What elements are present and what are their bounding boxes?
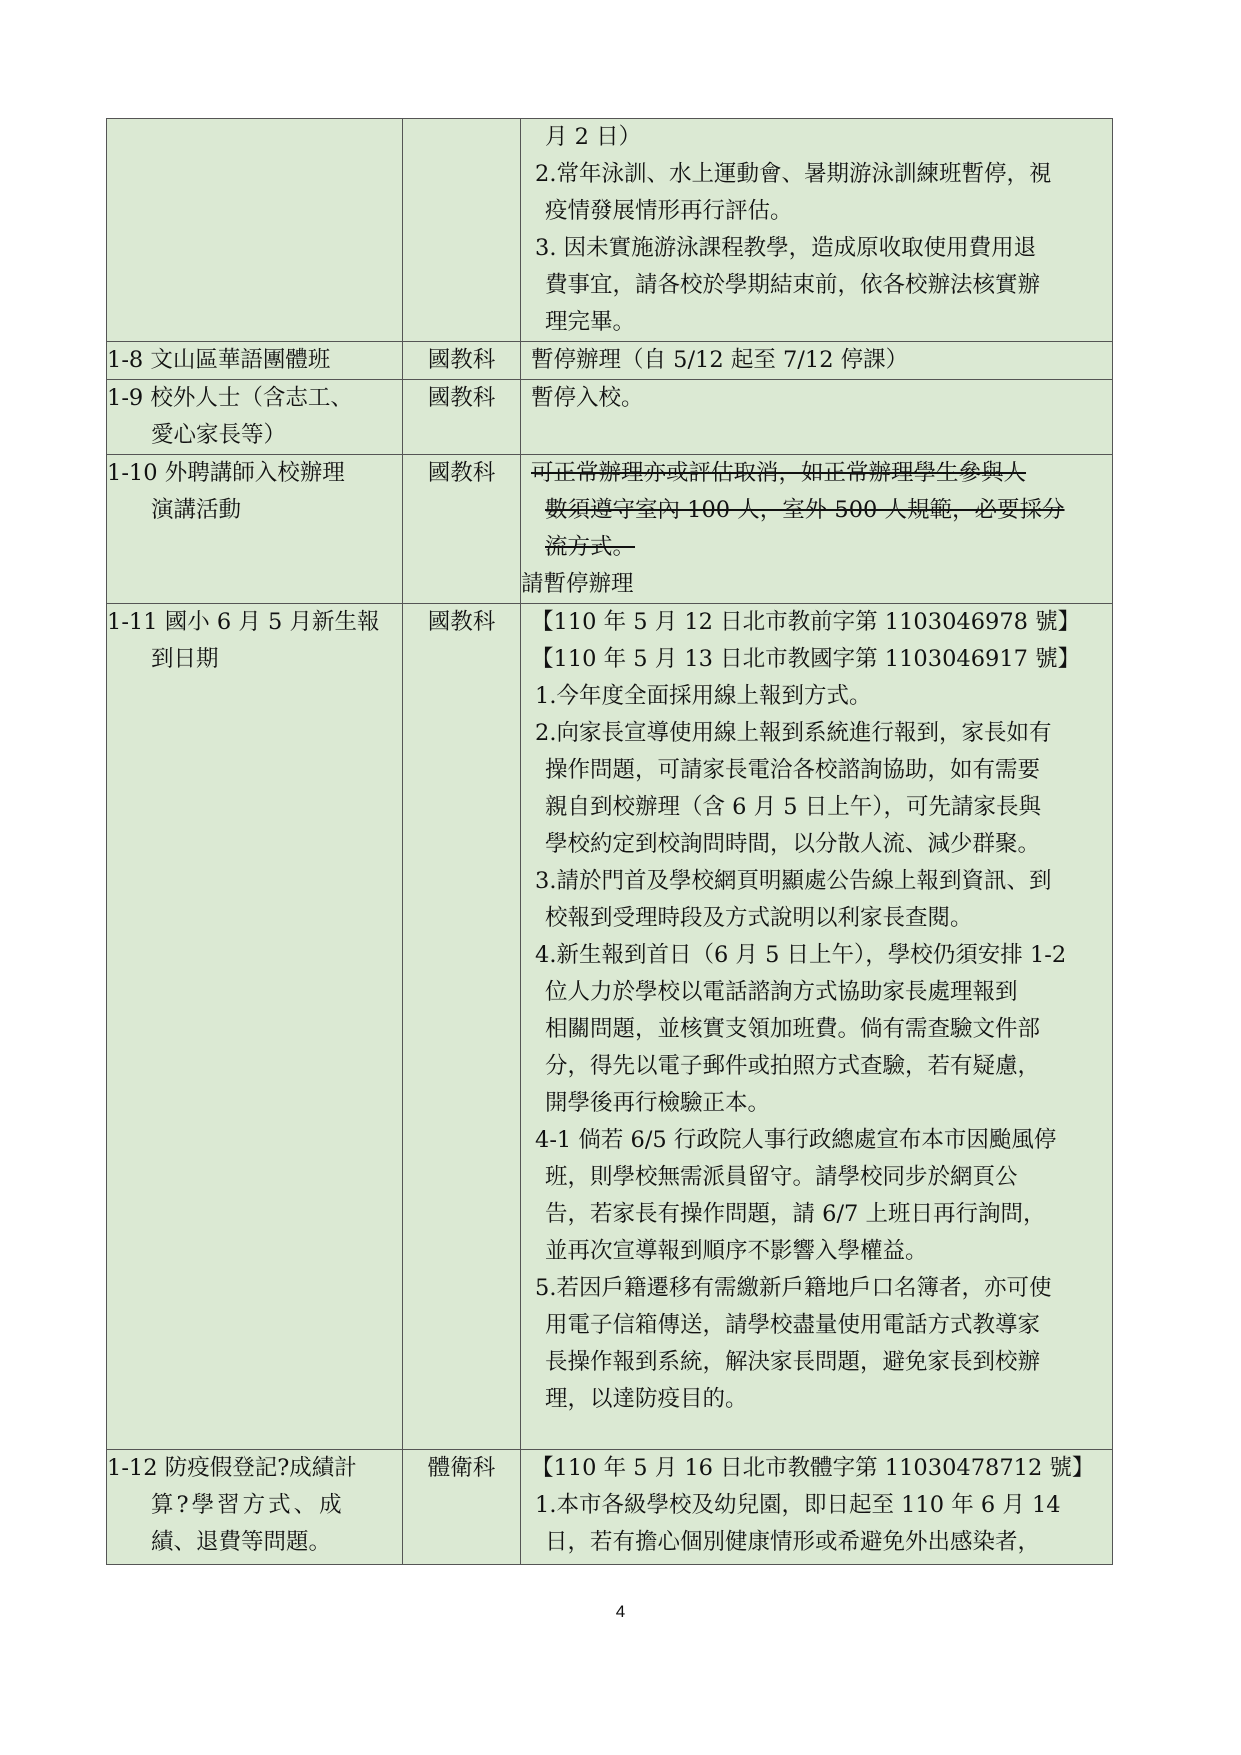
- content-line: 4.新生報到首日（6 月 5 日上午），學校仍須安排 1-2: [535, 942, 1067, 968]
- item-cell: [107, 119, 403, 342]
- dept-cell: [403, 119, 521, 342]
- item-label: 演講活動: [151, 497, 242, 523]
- content-line: 費事宜，請各校於學期結束前，依各校辦法核實辦: [545, 272, 1041, 298]
- content-line: 【110 年 5 月 13 日北市教國字第 1103046917 號】: [531, 646, 1081, 672]
- content-line: 用電子信箱傳送，請學校盡量使用電話方式教導家: [545, 1312, 1041, 1338]
- content-line: 位人力於學校以電話諮詢方式協助家長處理報到: [545, 979, 1018, 1005]
- document-table: [106, 118, 1113, 1565]
- content-line: 日，若有擔心個別健康情形或希避免外出感染者，: [545, 1529, 1041, 1555]
- item-label: 績、退費等問題。: [151, 1529, 332, 1555]
- item-cell: [107, 342, 403, 380]
- content-line: 長操作報到系統，解決家長問題，避免家長到校辦: [545, 1349, 1041, 1375]
- item-cell: [107, 1450, 403, 1565]
- item-cell: [107, 604, 403, 1450]
- content-line: 月 2 日）: [545, 124, 642, 150]
- content-line: 5.若因戶籍遷移有需繳新戶籍地戶口名簿者，亦可使: [535, 1275, 1052, 1301]
- content-line: 1.本市各級學校及幼兒園，即日起至 110 年 6 月 14: [535, 1492, 1061, 1518]
- content-line: 分，得先以電子郵件或拍照方式查驗，若有疑慮，: [545, 1053, 1041, 1079]
- content-line: 【110 年 5 月 12 日北市教前字第 1103046978 號】: [531, 609, 1081, 635]
- item-label: 到日期: [151, 646, 219, 672]
- table-row: [107, 119, 1113, 342]
- dept-cell: 國教科: [403, 342, 521, 380]
- content-line: 【110 年 5 月 16 日北市教體字第 11030478712 號】: [531, 1455, 1095, 1481]
- table-row: [107, 342, 1113, 380]
- content-line: 學校約定到校詢問時間，以分散人流、減少群聚。: [545, 831, 1041, 857]
- dept-cell: 國教科: [403, 604, 521, 1450]
- content-cell: [521, 604, 1113, 1450]
- struck-line: 數須遵守室內 100 人，室外 500 人規範，必要採分: [545, 497, 1065, 523]
- item-label: 1-9 校外人士（含志工、: [107, 385, 353, 411]
- dept-cell: 體衛科: [403, 1450, 521, 1565]
- content-line: 校報到受理時段及方式說明以利家長查閱。: [545, 905, 973, 931]
- item-label: 1-10 外聘講師入校辦理: [107, 460, 345, 486]
- content-line: 告，若家長有操作問題，請 6/7 上班日再行詢問，: [545, 1201, 1046, 1227]
- item-cell: [107, 380, 403, 455]
- content-line: 3.請於門首及學校網頁明顯處公告線上報到資訊、到: [535, 868, 1052, 894]
- content-line: 請暫停辦理: [521, 571, 634, 597]
- content-line: 2.向家長宣導使用線上報到系統進行報到，家長如有: [535, 720, 1052, 746]
- dept-cell: 國教科: [403, 455, 521, 604]
- item-label: 1-8 文山區華語團體班: [107, 347, 331, 373]
- content-line: 班，則學校無需派員留守。請學校同步於網頁公: [545, 1164, 1018, 1190]
- dept-cell: 國教科: [403, 380, 521, 455]
- content-line: 暫停辦理（自 5/12 起至 7/12 停課）: [531, 347, 909, 373]
- table-row: [107, 1450, 1113, 1565]
- content-line: 疫情發展情形再行評估。: [545, 198, 793, 224]
- content-line: 4-1 倘若 6/5 行政院人事行政總處宣布本市因颱風停: [535, 1127, 1057, 1153]
- item-label: 算?學習方式、成: [151, 1492, 345, 1518]
- content-line: 開學後再行檢驗正本。: [545, 1090, 771, 1116]
- page-number: 4: [615, 1602, 626, 1621]
- table-row: [107, 455, 1113, 604]
- content-line: 理完畢。: [545, 309, 636, 335]
- content-line: 操作問題，可請家長電洽各校諮詢協助，如有需要: [545, 757, 1041, 783]
- content-line: 親自到校辦理（含 6 月 5 日上午），可先請家長與: [545, 794, 1041, 820]
- item-label: 愛心家長等）: [151, 422, 287, 448]
- item-cell: [107, 455, 403, 604]
- item-label: 1-11 國小 6 月 5 月新生報: [107, 609, 380, 635]
- content-cell: [521, 455, 1113, 604]
- content-line: 3. 因未實施游泳課程教學，造成原收取使用費用退: [535, 235, 1037, 261]
- content-line: 並再次宣導報到順序不影響入學權益。: [545, 1238, 928, 1264]
- content-line: 理，以達防疫目的。: [545, 1386, 748, 1412]
- content-line: 1.今年度全面採用線上報到方式。: [535, 683, 872, 709]
- table-row: [107, 604, 1113, 1450]
- content-cell: [521, 380, 1113, 455]
- table-row: [107, 380, 1113, 455]
- content-line: 2.常年泳訓、水上運動會、暑期游泳訓練班暫停，視: [535, 161, 1052, 187]
- content-line: 暫停入校。: [531, 385, 644, 411]
- struck-line: 可正常辦理亦或評估取消，如正常辦理學生參與人: [531, 460, 1027, 486]
- content-cell: [521, 1450, 1113, 1565]
- content-cell: [521, 119, 1113, 342]
- item-label: 1-12 防疫假登記?成績計: [107, 1455, 357, 1481]
- struck-line: 流方式。: [545, 534, 636, 560]
- content-cell: [521, 342, 1113, 380]
- content-line: 相關問題，並核實支領加班費。倘有需查驗文件部: [545, 1016, 1041, 1042]
